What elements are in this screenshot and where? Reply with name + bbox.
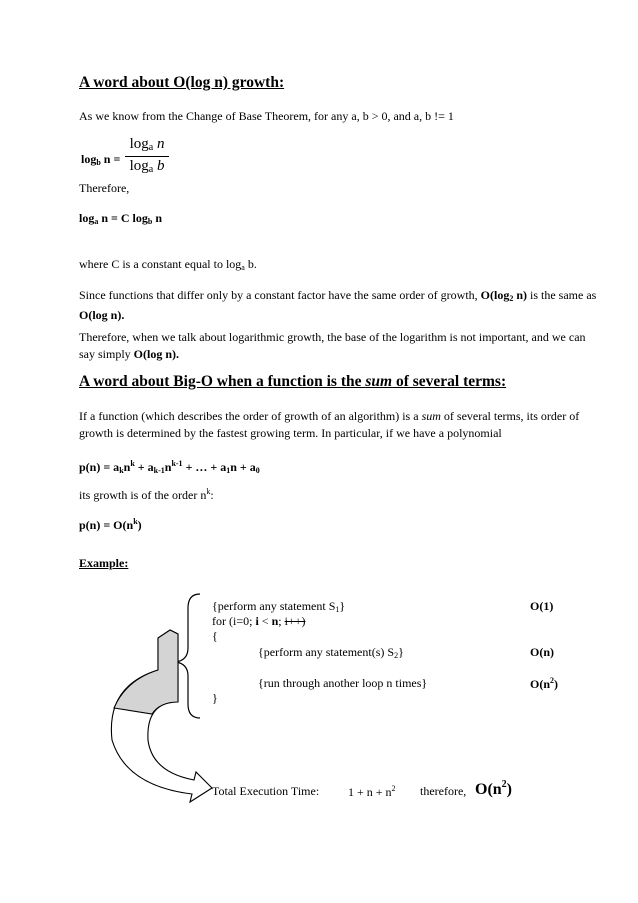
order-on2: $O(n^2)$ [530, 676, 559, 691]
growth-order-text: its growth is of the order $n^k$: [79, 487, 214, 502]
example-diagram-graphics [108, 590, 218, 820]
therefore-label: Therefore, [79, 181, 130, 195]
equation-log-constant: $\log_a n = C$ $\log_b n$ [79, 211, 162, 226]
code-close-brace: } [212, 691, 218, 705]
code-line-statement-s1: {perform any statement $S_1$} [212, 599, 346, 614]
formula-denominator: $\log_a b$ [129, 158, 165, 175]
arrow-shaded-band [114, 630, 178, 714]
big-o-polynomial: $p(n) = O(n^k)$ [79, 517, 142, 532]
code-open-brace: { [212, 629, 218, 643]
section-heading-sum-terms: A word about Big-O when a function is the sum of several terms: [79, 373, 507, 390]
order-on: O(n) [530, 645, 554, 659]
fraction-bar [125, 156, 169, 157]
total-therefore-label: therefore, [420, 784, 467, 798]
section-heading-log-growth: A word about O(log n) growth: [79, 74, 285, 91]
total-execution-expression: $1 + n + n^2$ [348, 784, 396, 799]
code-line-statement-s2: {perform any statement(s) $S_2$} [258, 645, 404, 660]
curly-brace [176, 594, 200, 718]
polynomial-equation: $p(n) = a_kn^k + a_{k-1}n^{k-1}$ + … + $a_1n + a_0$ [79, 459, 260, 475]
order-o1: O(1) [530, 599, 554, 613]
code-line-inner-loop: {run through another loop n times} [258, 676, 428, 690]
example-heading: Example: [79, 556, 129, 570]
sum-terms-paragraph: If a function (which describes the order of growth of an algorithm) is a sum of several terms, its order of growth is determined by the fastest growing term. In particular, if we have a polynomial [79, 409, 580, 440]
total-big-o: $O(n^2)$ [475, 779, 512, 798]
constant-factor-paragraph: Since functions that differ only by a constant factor have the same order of growth, $O(\log_2$ n) is the same as O(log n). [79, 288, 597, 322]
base-not-important-paragraph: Therefore, when we talk about logarithmic growth, the base of the logarithm is not important, and we can say simply O(log n). [79, 330, 586, 361]
code-line-for-loop: for (i=0; i < n; i++) [212, 614, 306, 628]
formula-numerator: $\log_a n$ [129, 136, 165, 153]
formula-lhs: $\log_b n$ = [81, 152, 121, 167]
intro-paragraph: As we know from the Change of Base Theorem, for any a, b > 0, and a, b != 1 [79, 109, 454, 123]
constant-definition: where C is a constant equal to $\log_a b$. [79, 257, 257, 272]
total-execution-label: Total Execution Time: [212, 784, 320, 798]
